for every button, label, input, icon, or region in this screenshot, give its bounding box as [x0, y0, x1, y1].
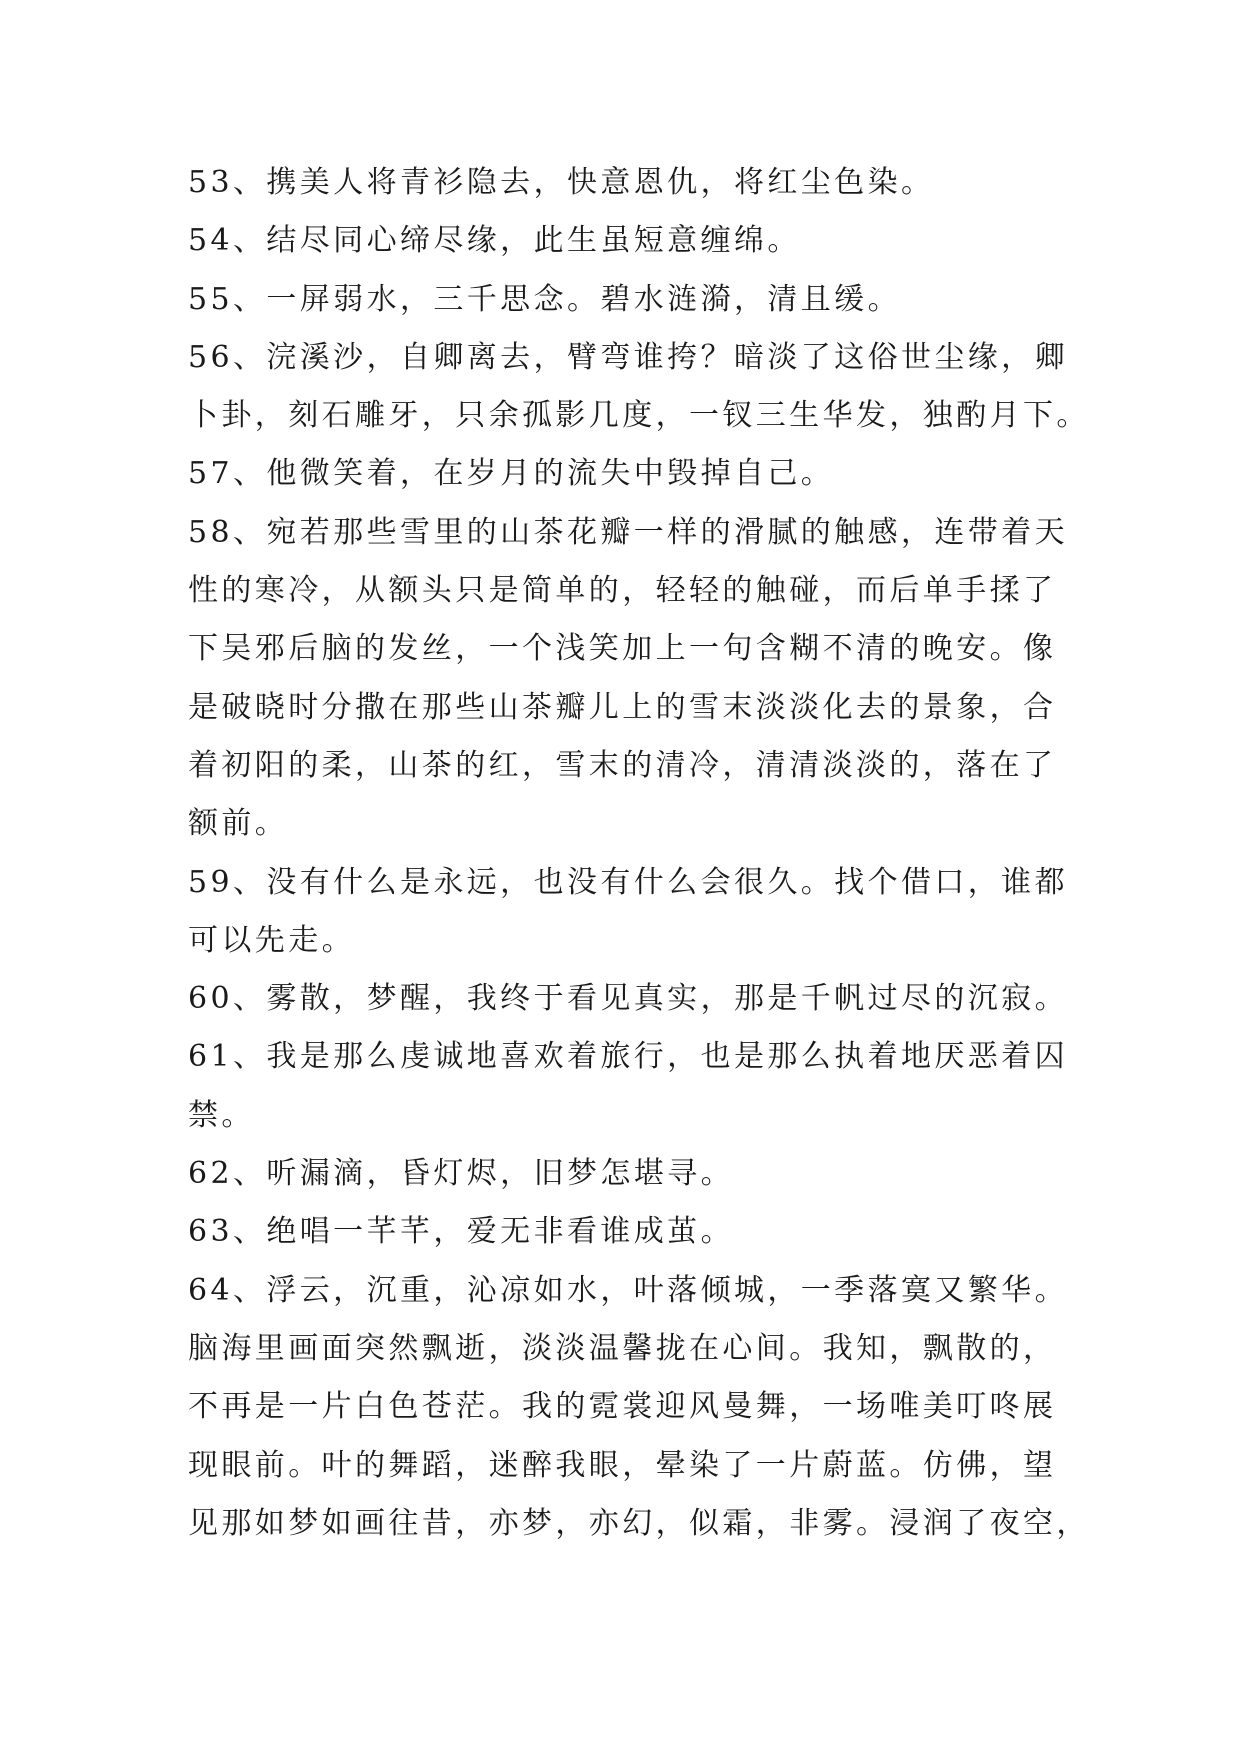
paragraph	[188, 854, 1068, 971]
text-line: 54、结尽同心缔尽缘，此生虽短意缠绵。	[188, 223, 801, 259]
paragraph	[188, 154, 1068, 212]
text-line: 可以先走。	[188, 922, 355, 958]
text-line: 62、听漏滴，昏灯烬，旧梦怎堪寻。	[188, 1156, 734, 1192]
paragraph	[188, 1262, 1090, 1553]
text-line: 61、我是那么虔诚地喜欢着旅行，也是那么执着地厌恶着囚	[188, 1039, 1068, 1075]
text-line: 是破晓时分撒在那些山茶瓣儿上的雪末淡淡化去的景象，合	[188, 689, 1057, 725]
text-line: 性的寒冷，从额头只是简单的，轻轻的触碰，而后单手揉了	[188, 573, 1057, 609]
text-line: 见那如梦如画往昔，亦梦，亦幻，似霜，非雾。浸润了夜空，	[188, 1505, 1090, 1541]
paragraph	[188, 271, 1068, 329]
paragraph	[188, 970, 1068, 1028]
text-line: 不再是一片白色苍茫。我的霓裳迎风曼舞，一场唯美叮咚展	[188, 1389, 1057, 1425]
text-line: 59、没有什么是永远，也没有什么会很久。找个借口，谁都	[188, 864, 1068, 900]
paragraph	[188, 504, 1068, 854]
text-line: 60、雾散，梦醒，我终于看见真实，那是千帆过尽的沉寂。	[188, 981, 1068, 1017]
text-line: 下吴邪后脑的发丝，一个浅笑加上一句含糊不清的晚安。像	[188, 631, 1057, 667]
text-line: 禁。	[188, 1097, 255, 1133]
text-line: 64、浮云，沉重，沁凉如水，叶落倾城，一季落寞又繁华。	[188, 1272, 1068, 1308]
paragraph	[188, 1145, 1068, 1203]
text-line: 现眼前。叶的舞蹈，迷醉我眼，晕染了一片蔚蓝。仿佛，望	[188, 1447, 1057, 1483]
paragraph	[188, 212, 1068, 270]
document-body	[188, 154, 1090, 1553]
paragraph	[188, 445, 1068, 503]
paragraph	[188, 1028, 1068, 1145]
text-line: 卜卦，刻石雕牙，只余孤影几度，一钗三生华发，独酌月下。	[188, 398, 1090, 434]
text-line: 58、宛若那些雪里的山茶花瓣一样的滑腻的触感，连带着天	[188, 514, 1068, 550]
text-line: 53、携美人将青衫隐去，快意恩仇，将红尘色染。	[188, 165, 935, 200]
text-line: 着初阳的柔，山茶的红，雪末的清冷，清清淡淡的，落在了	[188, 747, 1057, 783]
text-line: 55、一屏弱水，三千思念。碧水涟漪，清且缓。	[188, 281, 901, 317]
paragraph	[188, 329, 1090, 446]
text-line: 脑海里画面突然飘逝，淡淡温馨拢在心间。我知，飘散的，	[188, 1330, 1057, 1366]
text-line: 56、浣溪沙，自卿离去，臂弯谁挎？暗淡了这俗世尘缘，卿	[188, 339, 1068, 375]
text-line: 额前。	[188, 806, 289, 842]
text-line: 63、绝唱一芊芊，爱无非看谁成茧。	[188, 1214, 734, 1250]
text-line: 57、他微笑着，在岁月的流失中毁掉自己。	[188, 456, 835, 492]
paragraph	[188, 1203, 1068, 1261]
